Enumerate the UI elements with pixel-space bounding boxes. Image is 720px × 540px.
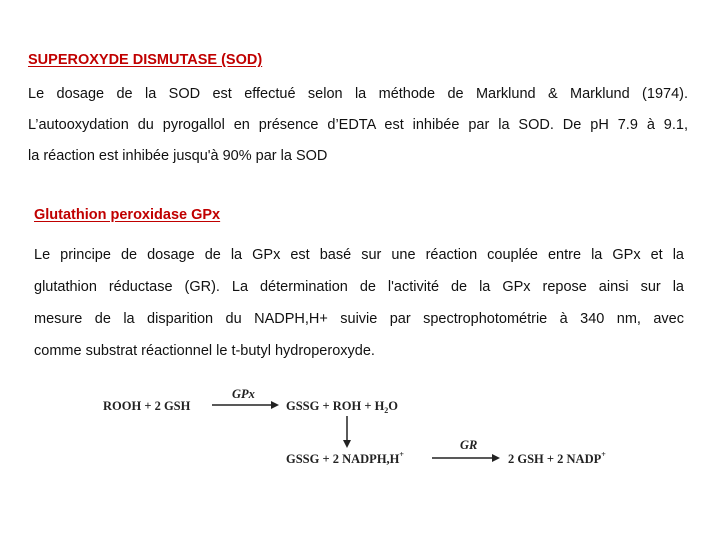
sod-heading: SUPEROXYDE DISMUTASE (SOD): [28, 52, 263, 68]
arrow-right-icon: [432, 454, 500, 462]
product-1-subscript: 2: [384, 406, 389, 415]
arrow-down-icon: [343, 416, 351, 448]
substrate-2-main: GSSG + 2 NADPH,H: [286, 452, 400, 466]
gpx-paragraph: [34, 239, 684, 367]
reaction-product-2: [508, 450, 606, 466]
arrow-right-icon: [212, 401, 279, 409]
enzyme-gpx-label: GPx: [232, 387, 255, 401]
coupled-reaction-scheme: [0, 370, 720, 470]
enzyme-gr-label: GR: [460, 438, 478, 452]
reaction-product-1: [286, 399, 398, 415]
reaction-substrate: ROOH + 2 GSH: [103, 399, 191, 413]
product-2-main: 2 GSH + 2 NADP: [508, 452, 602, 466]
gpx-line-3: mesure de la disparition du NADPH,H+ suivie par spectrophotométrie à 340 nm, avec: [34, 311, 684, 327]
sod-line-2: L’autooxydation du pyrogallol en présence d’EDTA est inhibée par la SOD. De pH 7.9 à 9.1,: [28, 117, 688, 133]
substrate-2-superscript: +: [399, 450, 404, 459]
gpx-line-2: glutathion réductase (GR). La détermination de l'activité de la GPx repose ainsi sur la: [34, 279, 684, 295]
sod-paragraph: [28, 79, 688, 172]
sod-line-1: Le dosage de la SOD est effectué selon la méthode de Marklund & Marklund (1974).: [28, 86, 688, 102]
product-1-end: O: [388, 399, 399, 413]
gpx-heading: Glutathion peroxidase GPx: [34, 207, 221, 223]
reaction-substrate-2: [286, 450, 404, 466]
sod-line-3: la réaction est inhibée jusqu'à 90% par la SOD: [28, 148, 328, 164]
gpx-line-1: Le principe de dosage de la GPx est basé sur une réaction couplée entre la GPx et la: [34, 247, 684, 263]
gpx-line-4: comme substrat réactionnel le t-butyl hydroperoxyde.: [34, 343, 375, 359]
product-1-main: GSSG + ROH + H: [286, 399, 385, 413]
product-2-superscript: +: [601, 450, 606, 459]
